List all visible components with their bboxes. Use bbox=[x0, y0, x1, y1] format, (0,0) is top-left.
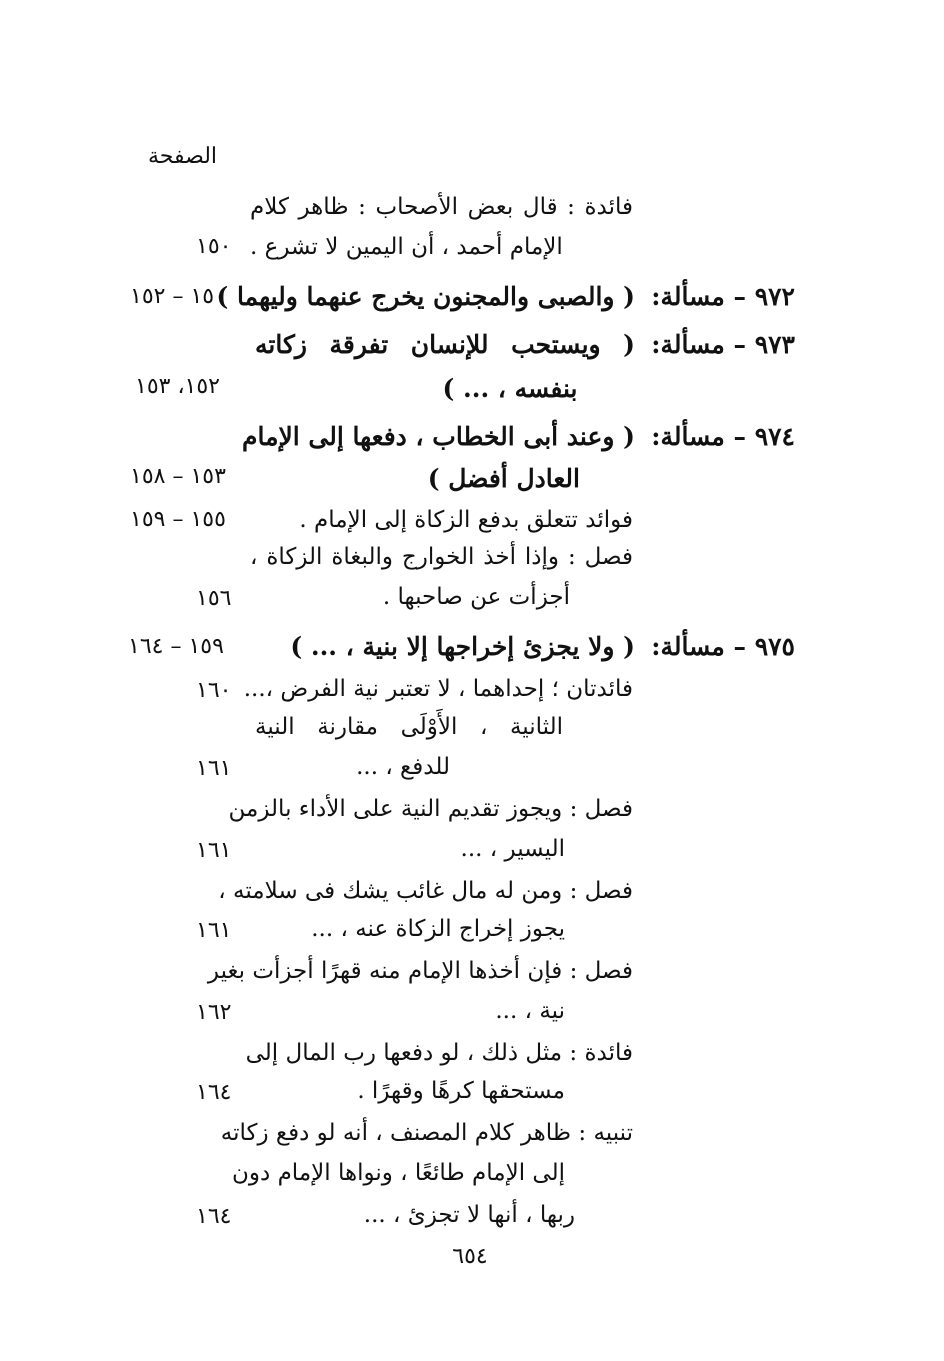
entry-text-line: اليسير ، ... bbox=[460, 836, 565, 862]
page-ref: ١٥٩ – ١٦٤ bbox=[128, 634, 224, 659]
entry-text-line: فائدة : مثل ذلك ، لو دفعها رب المال إلى bbox=[245, 1040, 633, 1066]
page-ref: ١٦٤ bbox=[196, 1204, 232, 1229]
page-ref: ١٦١ bbox=[196, 838, 232, 863]
entry-text-line: للدفع ، ... bbox=[356, 754, 450, 780]
entry-text-line: ربها ، أنها لا تجزئ ، ... bbox=[363, 1202, 575, 1228]
entry-text-line: فصل : وإذا أخذ الخوارج والبغاة الزكاة ، bbox=[250, 544, 633, 570]
entry-text-line: فوائد تتعلق بدفع الزكاة إلى الإمام . bbox=[299, 507, 633, 533]
question-number-label: ٩٧٥ – مسألة: bbox=[651, 632, 795, 661]
page-ref: ١٦٠ bbox=[196, 678, 232, 703]
page-ref: ١٥٠ bbox=[196, 234, 232, 259]
page-ref: ١٦١ bbox=[196, 918, 232, 943]
entry-text-line: فائدتان ؛ إحداهما ، لا تعتبر نية الفرض ،... bbox=[243, 676, 633, 702]
question-number-label: ٩٧٤ – مسألة: bbox=[651, 422, 795, 451]
question-number-label: ٩٧٣ – مسألة: bbox=[651, 330, 795, 359]
question-title-line: ( وعند أبى الخطاب ، دفعها إلى الإمام bbox=[242, 422, 635, 451]
question-title-line: بنفسه ، ... ) bbox=[442, 374, 578, 403]
question-title-line: ( والصبى والمجنون يخرج عنهما وليهما ) bbox=[216, 282, 635, 311]
entry-text-line: فصل : ومن له مال غائب يشك فى سلامته ، bbox=[218, 878, 633, 904]
page-ref: ١٥٦ bbox=[196, 586, 232, 611]
entry-text-line: الإمام أحمد ، أن اليمين لا تشرع . bbox=[250, 234, 563, 260]
page-ref: ١٦١ bbox=[196, 756, 232, 781]
entry-text-line: فصل : فإن أخذها الإمام منه قهرًا أجزأت بغير bbox=[207, 958, 633, 984]
page-ref: ١٥٥ – ١٥٩ bbox=[130, 507, 226, 532]
question-title-line: ( ولا يجزئ إخراجها إلا بنية ، ... ) bbox=[290, 632, 635, 661]
entry-text-line: مستحقها كرهًا وقهرًا . bbox=[357, 1078, 565, 1104]
entry-text-line: أجزأت عن صاحبها . bbox=[382, 584, 570, 610]
question-title-line: العادل أفضل ) bbox=[427, 464, 580, 493]
entry-text-line: فائدة : قال بعض الأصحاب : ظاهر كلام bbox=[250, 194, 633, 220]
question-number-label: ٩٧٢ – مسألة: bbox=[651, 282, 795, 311]
page-ref: ١٥٣ – ١٥٨ bbox=[130, 464, 226, 489]
page-ref: ١٦٢ bbox=[196, 1000, 232, 1025]
page-number: ٦٥٤ bbox=[452, 1244, 488, 1269]
entry-text-line: تنبيه : ظاهر كلام المصنف ، أنه لو دفع زكاته bbox=[220, 1120, 633, 1146]
page-ref: ١٥٠ – ١٥٢ bbox=[130, 284, 226, 309]
page-column-header: الصفحة bbox=[148, 144, 218, 169]
entry-text-line: إلى الإمام طائعًا ، ونواها الإمام دون bbox=[232, 1160, 565, 1186]
entry-text-line: يجوز إخراج الزكاة عنه ، ... bbox=[311, 916, 565, 942]
page-ref: ١٥٢، ١٥٣ bbox=[135, 374, 220, 399]
question-title-line: ( ويستحب للإنسان تفرقة زكاته bbox=[255, 330, 635, 359]
page-ref: ١٦٤ bbox=[196, 1080, 232, 1105]
entry-text-line: فصل : ويجوز تقديم النية على الأداء بالزمن bbox=[228, 796, 633, 822]
entry-text-line: نية ، ... bbox=[495, 998, 565, 1024]
entry-text-line: الثانية ، الأَوْلَى مقارنة النية bbox=[255, 714, 563, 740]
